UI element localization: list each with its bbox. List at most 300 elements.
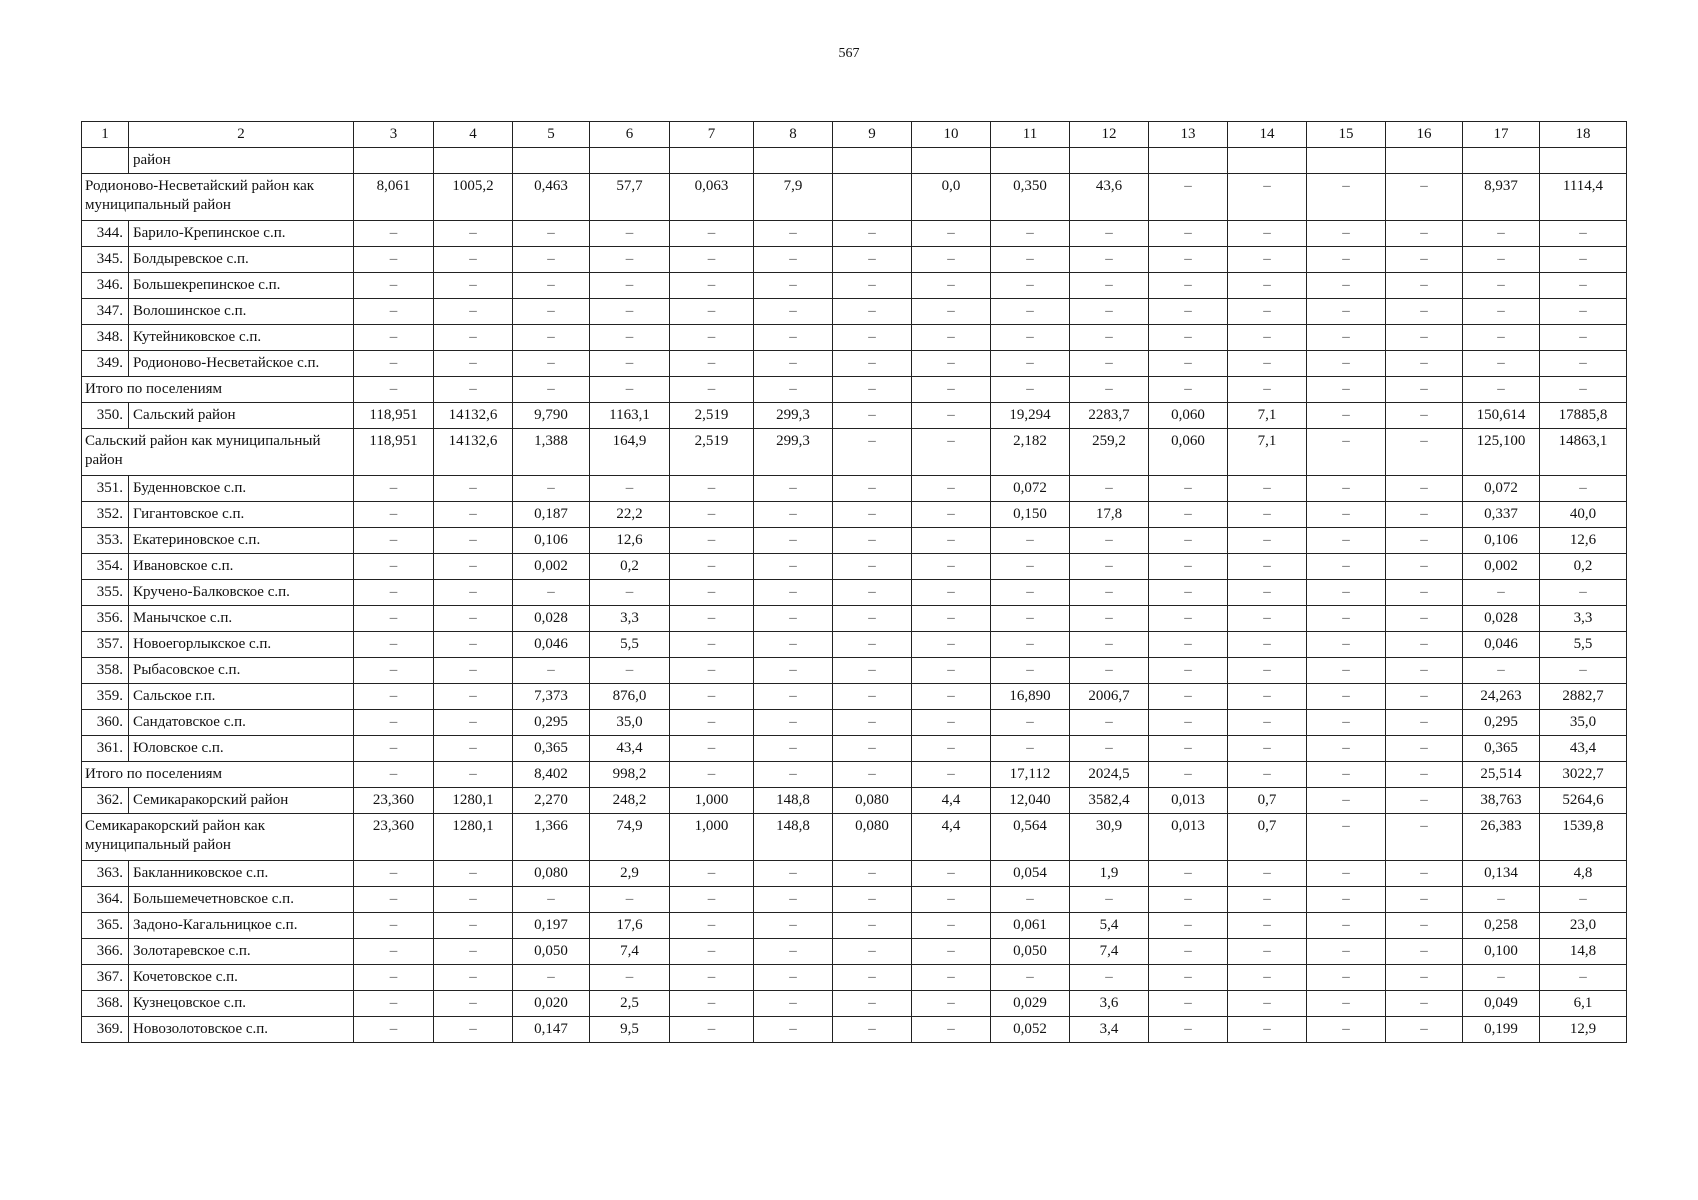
- table-cell: 148,8: [754, 814, 833, 861]
- row-number: 355.: [82, 580, 129, 606]
- table-cell: –: [991, 632, 1070, 658]
- table-cell: –: [833, 1017, 912, 1043]
- table-cell: 12,9: [1540, 1017, 1627, 1043]
- row-number: 357.: [82, 632, 129, 658]
- table-cell: –: [434, 736, 513, 762]
- table-cell: 0,0: [912, 174, 991, 221]
- table-cell: –: [1307, 247, 1386, 273]
- table-cell: 24,263: [1463, 684, 1540, 710]
- column-header: 13: [1149, 122, 1228, 148]
- table-cell: –: [912, 325, 991, 351]
- table-cell: 299,3: [754, 403, 833, 429]
- table-cell: –: [513, 887, 590, 913]
- table-cell: –: [670, 351, 754, 377]
- table-cell: 5,5: [1540, 632, 1627, 658]
- table-cell: 22,2: [590, 502, 670, 528]
- table-row: [82, 476, 1627, 502]
- table-cell: –: [1228, 377, 1307, 403]
- table-row: [82, 403, 1627, 429]
- table-cell: –: [912, 221, 991, 247]
- table-cell: –: [991, 887, 1070, 913]
- table-cell: –: [1149, 221, 1228, 247]
- table-cell: –: [354, 325, 434, 351]
- table-cell: –: [1307, 528, 1386, 554]
- table-cell: 0,365: [513, 736, 590, 762]
- table-cell: 5,5: [590, 632, 670, 658]
- table-cell: –: [912, 939, 991, 965]
- row-name: Буденновское с.п.: [129, 476, 354, 502]
- table-cell: 0,002: [1463, 554, 1540, 580]
- table-cell: –: [1070, 476, 1149, 502]
- table-cell: 248,2: [590, 788, 670, 814]
- table-cell: –: [1386, 174, 1463, 221]
- table-cell: –: [833, 580, 912, 606]
- table-cell: 150,614: [1463, 403, 1540, 429]
- table-cell: –: [1228, 247, 1307, 273]
- table-cell: –: [1307, 1017, 1386, 1043]
- column-header: 17: [1463, 122, 1540, 148]
- table-cell: –: [1149, 351, 1228, 377]
- table-cell: –: [1307, 502, 1386, 528]
- table-cell: –: [833, 939, 912, 965]
- table-cell: –: [754, 476, 833, 502]
- table-cell: –: [1386, 606, 1463, 632]
- table-cell: 0,150: [991, 502, 1070, 528]
- table-cell: –: [434, 861, 513, 887]
- table-cell: –: [590, 247, 670, 273]
- table-cell: –: [1463, 658, 1540, 684]
- table-cell: –: [1386, 299, 1463, 325]
- table-cell: –: [670, 965, 754, 991]
- table-cell: 0,187: [513, 502, 590, 528]
- table-cell: –: [1463, 299, 1540, 325]
- table-cell: –: [434, 528, 513, 554]
- table-cell: –: [1540, 377, 1627, 403]
- table-cell: –: [513, 580, 590, 606]
- row-name: Итого по поселениям: [82, 377, 354, 403]
- row-name: Новозолотовское с.п.: [129, 1017, 354, 1043]
- table-cell: –: [1463, 325, 1540, 351]
- table-cell: 0,020: [513, 991, 590, 1017]
- table-cell: 4,8: [1540, 861, 1627, 887]
- table-cell: 43,4: [590, 736, 670, 762]
- table-cell: –: [1386, 814, 1463, 861]
- table-cell: 0,049: [1463, 991, 1540, 1017]
- row-number: 349.: [82, 351, 129, 377]
- table-cell: –: [590, 299, 670, 325]
- table-cell: –: [1070, 299, 1149, 325]
- row-name: Кутейниковское с.п.: [129, 325, 354, 351]
- table-cell: –: [991, 736, 1070, 762]
- table-cell: 14,8: [1540, 939, 1627, 965]
- table-cell: –: [1228, 658, 1307, 684]
- table-cell: 8,402: [513, 762, 590, 788]
- row-name: Большемечетновское с.п.: [129, 887, 354, 913]
- table-cell: –: [754, 861, 833, 887]
- table-cell: –: [670, 221, 754, 247]
- table-cell: –: [833, 684, 912, 710]
- table-row: [82, 299, 1627, 325]
- row-name: район: [129, 148, 354, 174]
- table-cell: –: [434, 658, 513, 684]
- row-number: 364.: [82, 887, 129, 913]
- table-cell: –: [1463, 351, 1540, 377]
- table-cell: 0,258: [1463, 913, 1540, 939]
- table-cell: –: [1386, 762, 1463, 788]
- table-cell: –: [833, 861, 912, 887]
- table-cell: –: [1540, 351, 1627, 377]
- table-cell: –: [513, 476, 590, 502]
- table-cell: –: [833, 429, 912, 476]
- summary-row: [82, 377, 1627, 403]
- table-cell: –: [833, 658, 912, 684]
- table-cell: –: [1228, 684, 1307, 710]
- table-cell: 164,9: [590, 429, 670, 476]
- table-cell: –: [1540, 221, 1627, 247]
- table-cell: [833, 148, 912, 174]
- table-cell: –: [754, 1017, 833, 1043]
- table-cell: 3,6: [1070, 991, 1149, 1017]
- table-cell: –: [912, 736, 991, 762]
- table-cell: –: [513, 299, 590, 325]
- table-cell: –: [754, 299, 833, 325]
- table-cell: 17,8: [1070, 502, 1149, 528]
- table-row: [82, 632, 1627, 658]
- table-cell: –: [833, 762, 912, 788]
- table-cell: –: [754, 502, 833, 528]
- table-cell: –: [434, 939, 513, 965]
- table-cell: [1070, 148, 1149, 174]
- table-cell: –: [354, 658, 434, 684]
- row-name: Бакланниковское с.п.: [129, 861, 354, 887]
- table-cell: –: [434, 991, 513, 1017]
- table-cell: –: [1386, 351, 1463, 377]
- table-cell: 0,080: [833, 814, 912, 861]
- table-cell: –: [912, 403, 991, 429]
- table-cell: 40,0: [1540, 502, 1627, 528]
- table-cell: 1,000: [670, 788, 754, 814]
- row-number: 359.: [82, 684, 129, 710]
- table-cell: 1,388: [513, 429, 590, 476]
- table-cell: –: [1149, 580, 1228, 606]
- table-cell: –: [1307, 861, 1386, 887]
- row-number: 356.: [82, 606, 129, 632]
- table-cell: –: [670, 991, 754, 1017]
- table-cell: –: [434, 476, 513, 502]
- table-cell: –: [912, 377, 991, 403]
- table-cell: –: [670, 762, 754, 788]
- table-cell: –: [833, 377, 912, 403]
- table-cell: –: [1386, 913, 1463, 939]
- table-cell: –: [991, 221, 1070, 247]
- table-cell: –: [1149, 861, 1228, 887]
- table-cell: 12,040: [991, 788, 1070, 814]
- table-cell: –: [833, 325, 912, 351]
- table-cell: –: [991, 710, 1070, 736]
- table-cell: –: [1307, 580, 1386, 606]
- table-cell: –: [670, 247, 754, 273]
- table-cell: –: [1149, 606, 1228, 632]
- table-cell: 17885,8: [1540, 403, 1627, 429]
- table-cell: 9,790: [513, 403, 590, 429]
- table-cell: –: [1307, 658, 1386, 684]
- table-cell: 43,6: [1070, 174, 1149, 221]
- table-cell: –: [670, 325, 754, 351]
- table-cell: –: [1386, 710, 1463, 736]
- summary-row: [82, 148, 1627, 174]
- table-cell: –: [1228, 861, 1307, 887]
- table-cell: –: [1070, 710, 1149, 736]
- table-cell: 8,061: [354, 174, 434, 221]
- table-cell: –: [434, 502, 513, 528]
- table-cell: –: [1540, 965, 1627, 991]
- table-cell: –: [991, 528, 1070, 554]
- table-cell: –: [1307, 377, 1386, 403]
- table-cell: –: [1307, 762, 1386, 788]
- table-cell: –: [1307, 939, 1386, 965]
- table-cell: –: [1386, 632, 1463, 658]
- table-cell: –: [991, 299, 1070, 325]
- table-row: [82, 502, 1627, 528]
- column-header: 9: [833, 122, 912, 148]
- table-cell: –: [1307, 476, 1386, 502]
- table-cell: –: [991, 377, 1070, 403]
- row-name: Волошинское с.п.: [129, 299, 354, 325]
- table-cell: –: [1228, 632, 1307, 658]
- column-header: 8: [754, 122, 833, 148]
- table-cell: 14132,6: [434, 403, 513, 429]
- table-cell: 299,3: [754, 429, 833, 476]
- table-cell: 2,9: [590, 861, 670, 887]
- table-cell: –: [1540, 273, 1627, 299]
- row-name: Ивановское с.п.: [129, 554, 354, 580]
- table-cell: –: [754, 554, 833, 580]
- table-cell: –: [354, 965, 434, 991]
- table-cell: –: [354, 939, 434, 965]
- row-number: 365.: [82, 913, 129, 939]
- table-cell: –: [354, 887, 434, 913]
- table-cell: 1,9: [1070, 861, 1149, 887]
- row-name: Семикаракорский район как муниципальный район: [82, 814, 354, 861]
- table-cell: –: [1540, 299, 1627, 325]
- table-row: [82, 554, 1627, 580]
- table-cell: –: [513, 377, 590, 403]
- row-name: Родионово-Несветайский район как муниципальный район: [82, 174, 354, 221]
- table-cell: –: [354, 377, 434, 403]
- table-cell: 0,028: [1463, 606, 1540, 632]
- table-row: [82, 736, 1627, 762]
- row-name: Кочетовское с.п.: [129, 965, 354, 991]
- table-cell: –: [354, 247, 434, 273]
- table-cell: –: [1149, 299, 1228, 325]
- table-cell: –: [1307, 221, 1386, 247]
- table-cell: –: [354, 580, 434, 606]
- table-cell: 259,2: [1070, 429, 1149, 476]
- table-cell: 0,061: [991, 913, 1070, 939]
- table-cell: –: [1228, 965, 1307, 991]
- table-row: [82, 658, 1627, 684]
- table-cell: –: [1070, 325, 1149, 351]
- table-row: [82, 528, 1627, 554]
- table-cell: –: [670, 736, 754, 762]
- table-cell: [1307, 148, 1386, 174]
- table-cell: –: [1228, 528, 1307, 554]
- table-cell: –: [670, 476, 754, 502]
- table-cell: –: [1070, 273, 1149, 299]
- table-cell: 43,4: [1540, 736, 1627, 762]
- table-cell: 0,046: [1463, 632, 1540, 658]
- table-cell: –: [1149, 991, 1228, 1017]
- table-cell: –: [1070, 247, 1149, 273]
- column-header: 11: [991, 122, 1070, 148]
- table-cell: –: [833, 476, 912, 502]
- table-cell: –: [833, 710, 912, 736]
- table-cell: 1280,1: [434, 788, 513, 814]
- table-cell: 876,0: [590, 684, 670, 710]
- table-cell: –: [670, 299, 754, 325]
- table-cell: –: [1149, 939, 1228, 965]
- table-cell: –: [434, 913, 513, 939]
- table-cell: –: [590, 325, 670, 351]
- table-cell: –: [1307, 736, 1386, 762]
- column-header: 2: [129, 122, 354, 148]
- table-cell: –: [754, 684, 833, 710]
- row-number: 362.: [82, 788, 129, 814]
- table-cell: –: [1149, 174, 1228, 221]
- table-cell: 17,112: [991, 762, 1070, 788]
- table-cell: –: [354, 554, 434, 580]
- table-cell: –: [1149, 528, 1228, 554]
- table-cell: –: [1228, 174, 1307, 221]
- table-cell: 118,951: [354, 429, 434, 476]
- table-cell: –: [1307, 965, 1386, 991]
- table-cell: 7,4: [590, 939, 670, 965]
- table-cell: –: [912, 913, 991, 939]
- table-cell: –: [833, 221, 912, 247]
- table-cell: [754, 148, 833, 174]
- table-cell: –: [354, 299, 434, 325]
- table-cell: –: [1386, 580, 1463, 606]
- table-cell: –: [1386, 1017, 1463, 1043]
- table-row: [82, 991, 1627, 1017]
- table-cell: –: [912, 476, 991, 502]
- column-header: 18: [1540, 122, 1627, 148]
- table-cell: –: [1307, 913, 1386, 939]
- table-cell: –: [912, 528, 991, 554]
- table-cell: –: [754, 273, 833, 299]
- table-cell: 1,366: [513, 814, 590, 861]
- table-cell: 14132,6: [434, 429, 513, 476]
- page-number: 567: [838, 46, 860, 61]
- table-cell: –: [1386, 273, 1463, 299]
- table-cell: –: [1386, 861, 1463, 887]
- table-cell: –: [833, 299, 912, 325]
- table-cell: –: [912, 351, 991, 377]
- table-cell: –: [1070, 965, 1149, 991]
- column-header: 16: [1386, 122, 1463, 148]
- table-cell: –: [1386, 991, 1463, 1017]
- row-number: 366.: [82, 939, 129, 965]
- summary-row: [82, 762, 1627, 788]
- row-number: 352.: [82, 502, 129, 528]
- table-cell: –: [513, 658, 590, 684]
- table-cell: –: [754, 736, 833, 762]
- table-cell: –: [1228, 554, 1307, 580]
- table-cell: –: [1463, 247, 1540, 273]
- table-cell: –: [1070, 580, 1149, 606]
- table-cell: 0,197: [513, 913, 590, 939]
- table-cell: –: [833, 736, 912, 762]
- table-cell: –: [1463, 377, 1540, 403]
- table-cell: –: [833, 273, 912, 299]
- table-cell: –: [434, 351, 513, 377]
- table-cell: –: [1386, 325, 1463, 351]
- table-cell: –: [991, 580, 1070, 606]
- table-cell: [991, 148, 1070, 174]
- table-cell: 125,100: [1463, 429, 1540, 476]
- table-cell: –: [1307, 554, 1386, 580]
- table-cell: –: [1540, 887, 1627, 913]
- table-cell: –: [1228, 299, 1307, 325]
- table-cell: 2,519: [670, 403, 754, 429]
- table-cell: –: [991, 554, 1070, 580]
- table-cell: –: [1540, 476, 1627, 502]
- row-name: Золотаревское с.п.: [129, 939, 354, 965]
- table-cell: –: [1070, 632, 1149, 658]
- table-cell: 3582,4: [1070, 788, 1149, 814]
- table-cell: –: [991, 325, 1070, 351]
- table-cell: –: [670, 377, 754, 403]
- table-cell: –: [434, 325, 513, 351]
- table-cell: –: [1386, 736, 1463, 762]
- table-cell: –: [912, 606, 991, 632]
- table-cell: –: [1070, 887, 1149, 913]
- table-cell: –: [354, 528, 434, 554]
- row-name: Сальский район: [129, 403, 354, 429]
- table-cell: –: [754, 939, 833, 965]
- table-cell: –: [1149, 684, 1228, 710]
- table-cell: –: [1228, 710, 1307, 736]
- table-cell: –: [1228, 762, 1307, 788]
- table-cell: 0,052: [991, 1017, 1070, 1043]
- table-cell: 12,6: [590, 528, 670, 554]
- table-cell: –: [912, 299, 991, 325]
- table-cell: 7,373: [513, 684, 590, 710]
- table-cell: –: [1307, 299, 1386, 325]
- table-cell: 0,350: [991, 174, 1070, 221]
- table-cell: –: [670, 887, 754, 913]
- table-cell: –: [1070, 606, 1149, 632]
- table-cell: 0,050: [991, 939, 1070, 965]
- table-cell: 23,360: [354, 814, 434, 861]
- table-cell: –: [1228, 887, 1307, 913]
- table-cell: –: [513, 273, 590, 299]
- summary-row: [82, 814, 1627, 861]
- table-cell: 7,1: [1228, 403, 1307, 429]
- table-cell: 2,270: [513, 788, 590, 814]
- table-cell: –: [1540, 325, 1627, 351]
- table-cell: –: [354, 606, 434, 632]
- row-number: 345.: [82, 247, 129, 273]
- table-cell: –: [1149, 710, 1228, 736]
- table-cell: 3,3: [1540, 606, 1627, 632]
- row-name: Гигантовское с.п.: [129, 502, 354, 528]
- table-cell: 0,147: [513, 1017, 590, 1043]
- summary-row: [82, 429, 1627, 476]
- table-cell: –: [434, 221, 513, 247]
- table-cell: –: [1070, 351, 1149, 377]
- table-cell: –: [1149, 913, 1228, 939]
